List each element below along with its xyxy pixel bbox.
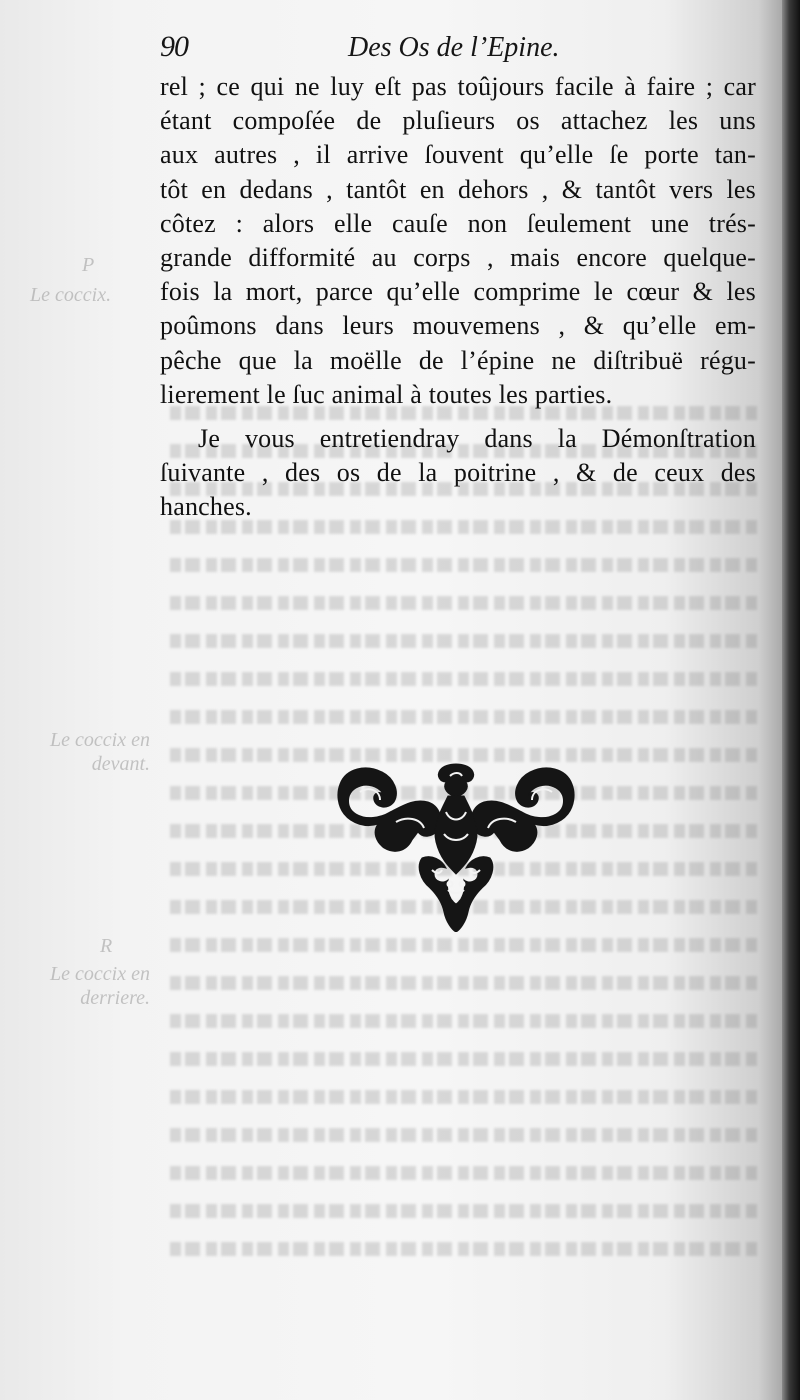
text-line: poûmons dans leurs mouvemens , & qu’elle em- xyxy=(160,311,756,341)
show-through-note-1: Le coccix. xyxy=(30,284,112,306)
text-line: ſuivante , des os de la poitrine , & de ceux des xyxy=(160,458,756,488)
show-through-letter-r: R xyxy=(100,935,113,957)
text-line: fois la mort, parce qu’elle comprime le cœur & les xyxy=(160,277,756,307)
text-line: côtez : alors elle cauſe non ſeulement une trés- xyxy=(160,208,756,238)
paragraph-1 xyxy=(160,70,756,412)
text-line: étant compoſée de pluſieurs os attachez les uns xyxy=(160,106,756,136)
text-line: lierement le ſuc animal à toutes les parties. xyxy=(160,379,613,409)
running-title: Des Os de l’Epine. xyxy=(348,32,560,63)
show-through-note-3: Le coccix en derriere. xyxy=(50,963,150,1009)
page-header xyxy=(160,30,580,70)
text-line: aux autres , il arrive ſouvent qu’elle ſe porte tan- xyxy=(160,140,756,170)
text-line: Je vous entretiendray dans la Démonſtration xyxy=(198,424,756,453)
text-line: tôt en dedans , tantôt en dehors , & tantôt vers les xyxy=(160,174,756,204)
page-number: 90 xyxy=(160,30,188,63)
text-line: pêche que la moëlle de l’épine ne diſtribuë régu- xyxy=(160,345,756,375)
page-edge-shadow xyxy=(782,0,800,1400)
text-line: grande difformité au corps , mais encore quelque- xyxy=(160,243,756,273)
ornament-tailpiece xyxy=(336,762,576,932)
show-through-note-2: Le coccix en devant. xyxy=(50,729,150,775)
text-line: rel ; ce qui ne luy eſt pas toûjours facile à faire ; car xyxy=(160,72,756,101)
text-line: hanches. xyxy=(160,492,252,522)
show-through-letter-p: P xyxy=(82,254,95,276)
paragraph-2 xyxy=(160,422,756,525)
